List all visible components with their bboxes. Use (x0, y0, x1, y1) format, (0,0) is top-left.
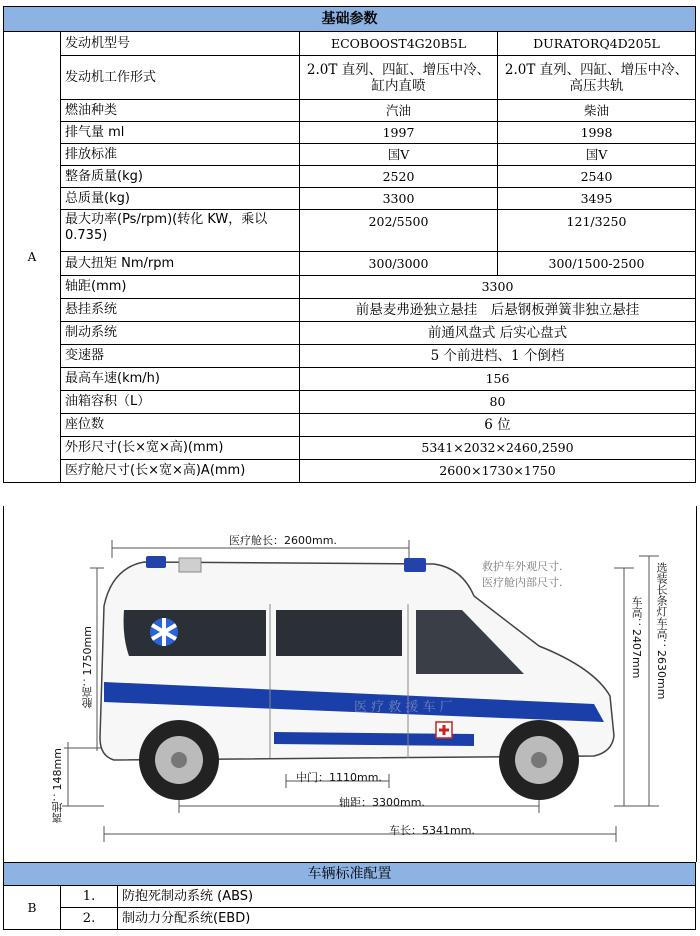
cabin-height-label: 舱高：1750mm (81, 626, 94, 709)
vehicle-length-label: 车长：5341mm. (389, 824, 475, 837)
row-label: 整备质量(kg) (61, 166, 300, 188)
row-label: 燃油种类 (61, 100, 300, 122)
ambulance-body (100, 556, 614, 800)
wheelbase-label: 轴距：3300mm. (339, 796, 425, 809)
row-label: 外形尺寸(长×宽×高)(mm) (61, 437, 300, 460)
row-value: 2.0T 直列、四缸、增压中冷、缸内直喷 (300, 56, 498, 100)
row-label: 油箱容积（L） (61, 391, 300, 414)
basic-params-table (3, 6, 696, 483)
section-a-code: A (4, 32, 61, 483)
row-label: 最大功率(Ps/rpm)(转化 KW，乘以 0.735) (61, 210, 300, 252)
row-value: 1998 (498, 122, 696, 144)
row-value: 3300 (300, 188, 498, 210)
row-label: 医疗舱尺寸(长×宽×高)A(mm) (61, 460, 300, 483)
vehicle-height-label: 车高：2407mm (630, 596, 643, 679)
row-value: 156 (300, 368, 696, 391)
row-value: 5 个前进档、1 个倒档 (300, 345, 696, 368)
item-name: 制动力分配系统(EBD) (118, 908, 696, 930)
row-label: 总质量(kg) (61, 188, 300, 210)
row-value: 202/5500 (300, 210, 498, 252)
item-name: 防抱死制动系统 (ABS) (118, 886, 696, 908)
row-label: 轴距(mm) (61, 276, 300, 299)
ground-clearance-label: 离地：148mm (51, 748, 64, 824)
middle-door-label: 中门：1110mm. (296, 771, 382, 784)
row-value: 2600×1730×1750 (300, 460, 696, 483)
row-value: 2540 (498, 166, 696, 188)
row-label: 悬挂系统 (61, 299, 300, 322)
row-value: 汽油 (300, 100, 498, 122)
standard-config-table (3, 862, 696, 930)
row-value: 80 (300, 391, 696, 414)
cabin-length-label: 医疗舱长：2600mm. (229, 534, 337, 547)
light-height-label: 选装长条灯车高：2630mm (655, 562, 668, 700)
ambulance-dimension-diagram (3, 506, 697, 862)
row-label: 变速器 (61, 345, 300, 368)
row-value: 柴油 (498, 100, 696, 122)
row-value: DURATORQ4D205L (498, 32, 696, 56)
row-value: 3300 (300, 276, 696, 299)
row-label: 发动机型号 (61, 32, 300, 56)
item-number: 2. (61, 908, 118, 930)
row-value: 1997 (300, 122, 498, 144)
row-value: 6 位 (300, 414, 696, 437)
legend-inner-label: 医疗舱内部尺寸. (482, 576, 563, 589)
row-value: 300/1500-2500 (498, 252, 696, 276)
row-value: 300/3000 (300, 252, 498, 276)
legend-outer-label: 救护车外观尺寸. (482, 560, 563, 573)
row-value: 3495 (498, 188, 696, 210)
row-value: ECOBOOST4G20B5L (300, 32, 498, 56)
row-label: 制动系统 (61, 322, 300, 345)
row-value: 121/3250 (498, 210, 696, 252)
row-value: 5341×2032×2460,2590 (300, 437, 696, 460)
row-label: 发动机工作形式 (61, 56, 300, 100)
row-value: 前通风盘式 后实心盘式 (300, 322, 696, 345)
section-b-title: 车辆标准配置 (4, 863, 696, 886)
row-label: 排气量 ml (61, 122, 300, 144)
section-a-title: 基础参数 (4, 7, 696, 32)
row-value: 国Ⅴ (498, 144, 696, 166)
item-number: 1. (61, 886, 118, 908)
row-value: 2.0T 直列、四缸、增压中冷、高压共轨 (498, 56, 696, 100)
row-value: 前悬麦弗逊独立悬挂 后悬钢板弹簧非独立悬挂 (300, 299, 696, 322)
row-label: 座位数 (61, 414, 300, 437)
section-b-code: B (4, 886, 61, 930)
row-label: 排放标准 (61, 144, 300, 166)
row-label: 最大扭矩 Nm/rpm (61, 252, 300, 276)
row-value: 国Ⅴ (300, 144, 498, 166)
row-label: 最高车速(km/h) (61, 368, 300, 391)
side-text-label: 医 疗 救 援 车 厂 (354, 700, 453, 715)
row-value: 2520 (300, 166, 498, 188)
